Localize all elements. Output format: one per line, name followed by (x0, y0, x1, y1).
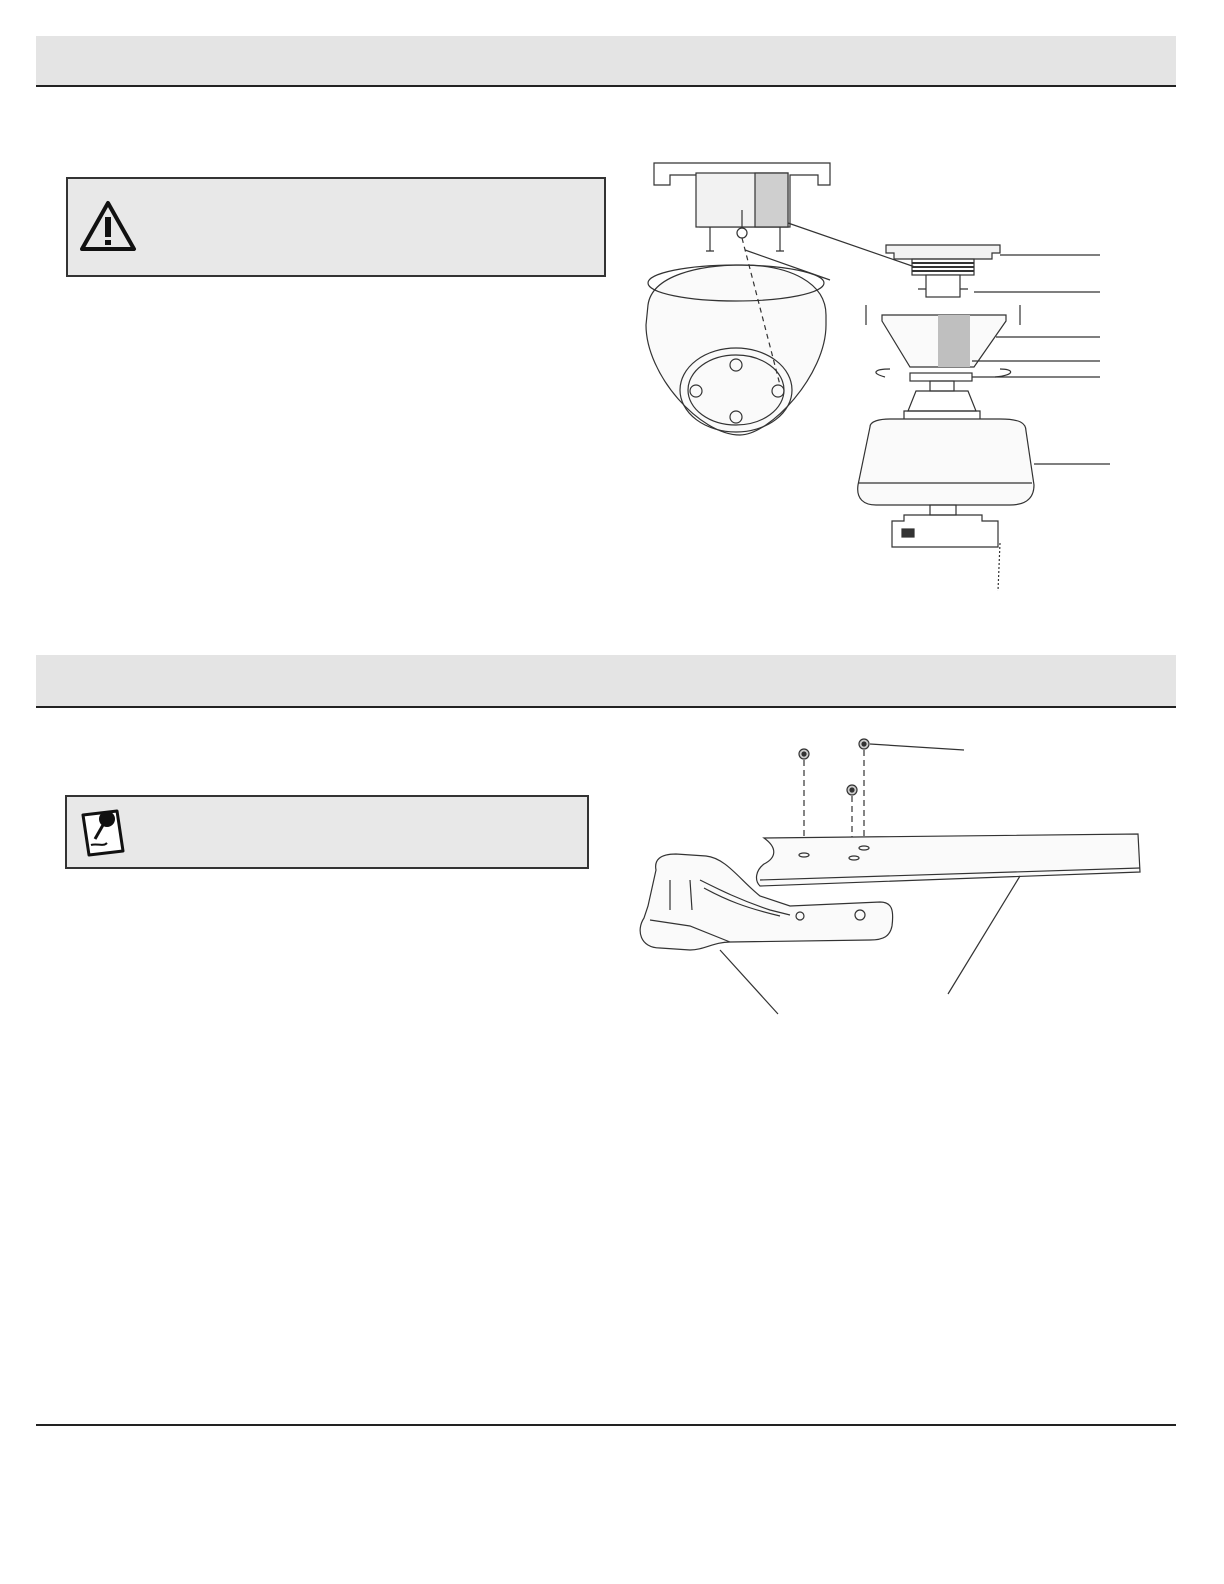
blade-attachment-figure (630, 730, 1150, 1020)
section-header-band-2 (36, 655, 1176, 708)
motor-assembly (858, 245, 1034, 591)
canopy-assembly-figure (630, 155, 1130, 595)
section-header-band (36, 36, 1176, 87)
warning-callout (66, 177, 606, 277)
footer-rule (36, 1424, 1176, 1426)
note-pin-icon (77, 803, 129, 859)
note-callout (65, 795, 589, 869)
mounting-bracket-left (654, 163, 830, 251)
warning-triangle-icon (78, 199, 138, 255)
canopy-dome (646, 265, 826, 435)
blade (757, 834, 1140, 886)
